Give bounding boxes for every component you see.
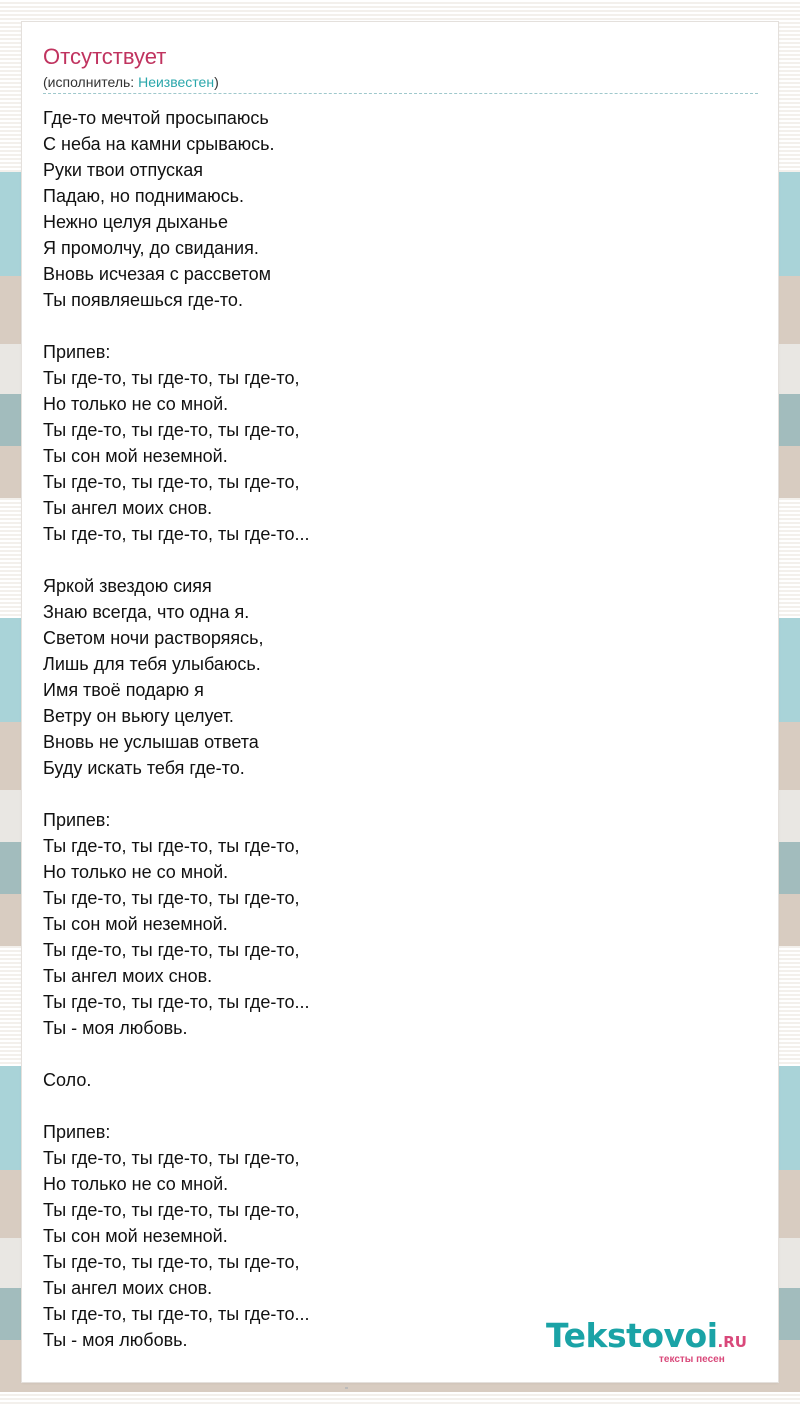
- lyric-line: Соло.: [43, 1070, 92, 1090]
- logo-tagline: тексты песен: [659, 1354, 725, 1365]
- lyric-line: Имя твоё подарю я: [43, 680, 204, 700]
- lyric-line: Но только не со мной.: [43, 862, 229, 882]
- lyric-line: Припев:: [43, 810, 111, 830]
- artist-prefix: (исполнитель:: [43, 74, 139, 90]
- lyric-line: Ветру он вьюгу целует.: [43, 706, 234, 726]
- lyric-line: Вновь не услышав ответа: [43, 732, 259, 752]
- lyric-line: Ты где-то, ты где-то, ты где-то,: [43, 888, 300, 908]
- title-divider: [43, 93, 758, 94]
- lyric-line: Яркой звездою сияя: [43, 576, 212, 596]
- song-title: Отсутствует: [43, 44, 167, 69]
- lyric-line: Ты где-то, ты где-то, ты где-то...: [43, 1304, 310, 1324]
- lyric-line: Ты сон мой неземной.: [43, 914, 228, 934]
- lyric-line: Ты - моя любовь.: [43, 1330, 188, 1350]
- lyric-line: [43, 313, 758, 339]
- lyric-line: Ты где-то, ты где-то, ты где-то...: [43, 524, 310, 544]
- lyric-line: С неба на камни срываюсь.: [43, 134, 275, 154]
- lyric-line: Ты где-то, ты где-то, ты где-то,: [43, 836, 300, 856]
- artist-line: [43, 73, 219, 91]
- lyric-line: [43, 781, 758, 807]
- lyric-line: Ты сон мой неземной.: [43, 446, 228, 466]
- lyrics-card: [22, 22, 778, 1382]
- lyric-line: Ты ангел моих снов.: [43, 966, 213, 986]
- lyric-line: Лишь для тебя улыбаюсь.: [43, 654, 261, 674]
- lyric-line: Но только не со мной.: [43, 1174, 229, 1194]
- lyric-line: Ты где-то, ты где-то, ты где-то,: [43, 1200, 300, 1220]
- lyric-line: [43, 1041, 758, 1067]
- lyric-line: Ты появляешься где-то.: [43, 290, 243, 310]
- site-logo[interactable]: [546, 1316, 776, 1366]
- lyric-line: Припев:: [43, 1122, 111, 1142]
- artist-suffix: ): [214, 74, 219, 90]
- lyric-line: Где-то мечтой просыпаюсь: [43, 108, 269, 128]
- lyric-line: Припев:: [43, 342, 111, 362]
- lyric-line: Я промолчу, до свидания.: [43, 238, 259, 258]
- lyric-line: Нежно целуя дыханье: [43, 212, 228, 232]
- lyric-line: Ты где-то, ты где-то, ты где-то...: [43, 992, 310, 1012]
- lyric-line: Ты где-то, ты где-то, ты где-то,: [43, 1148, 300, 1168]
- lyric-line: Руки твои отпуская: [43, 160, 204, 180]
- lyric-line: Ты где-то, ты где-то, ты где-то,: [43, 420, 300, 440]
- lyric-line: [43, 547, 758, 573]
- lyric-line: Ты сон мой неземной.: [43, 1226, 228, 1246]
- artist-link[interactable]: Неизвестен: [138, 74, 215, 90]
- lyrics-text: [43, 105, 758, 1353]
- logo-main-text: Tekstovoi: [546, 1316, 718, 1355]
- logo-tld: .RU: [717, 1333, 747, 1351]
- lyric-line: Ты где-то, ты где-то, ты где-то,: [43, 940, 300, 960]
- lyric-line: Ты - моя любовь.: [43, 1018, 188, 1038]
- lyric-line: Ты где-то, ты где-то, ты где-то,: [43, 1252, 300, 1272]
- lyric-line: Ты где-то, ты где-то, ты где-то,: [43, 472, 300, 492]
- lyric-line: Падаю, но поднимаюсь.: [43, 186, 245, 206]
- lyric-line: Вновь исчезая с рассветом: [43, 264, 271, 284]
- lyric-line: Знаю всегда, что одна я.: [43, 602, 250, 622]
- lyric-line: Светом ночи растворяясь,: [43, 628, 264, 648]
- lyric-line: Буду искать тебя где-то.: [43, 758, 245, 778]
- bottom-marker: [345, 1387, 348, 1389]
- lyric-line: Ты где-то, ты где-то, ты где-то,: [43, 368, 300, 388]
- lyric-line: Ты ангел моих снов.: [43, 1278, 213, 1298]
- lyric-line: Ты ангел моих снов.: [43, 498, 213, 518]
- lyric-line: Но только не со мной.: [43, 394, 229, 414]
- lyric-line: [43, 1093, 758, 1119]
